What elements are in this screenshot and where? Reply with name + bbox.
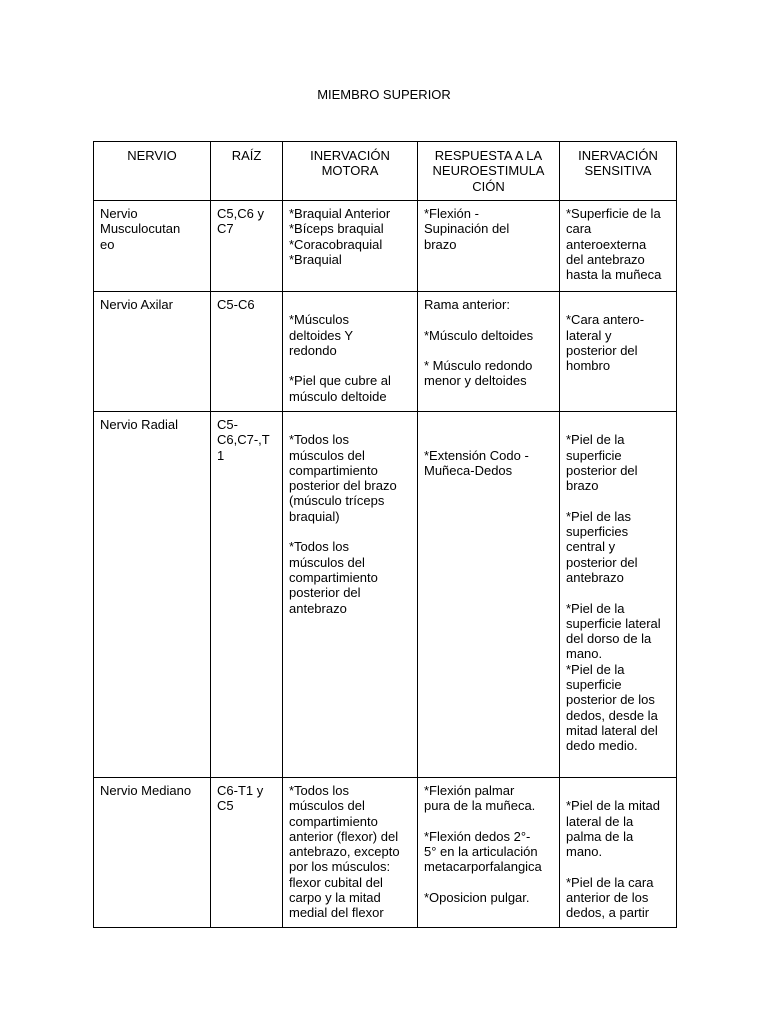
header-respuesta-neuroestimulacion: RESPUESTA A LA NEUROESTIMULA CIÓN bbox=[418, 142, 560, 201]
cell-respuesta: *Flexión palmar pura de la muñeca. *Flexión dedos 2°- 5° en la articulación metacarporfalangica *Oposicion pulgar. bbox=[418, 778, 560, 928]
cell-sensitiva: *Superficie de la cara anteroexterna del antebrazo hasta la muñeca bbox=[560, 201, 677, 292]
cell-nervio: Nervio Radial bbox=[94, 412, 211, 778]
table-row bbox=[94, 292, 677, 412]
cell-raiz: C6-T1 y C5 bbox=[211, 778, 283, 928]
cell-nervio: Nervio Musculocutan eo bbox=[94, 201, 211, 292]
cell-nervio: Nervio Axilar bbox=[94, 292, 211, 412]
table-header-row bbox=[94, 142, 677, 201]
header-raiz: RAÍZ bbox=[211, 142, 283, 201]
page-title: MIEMBRO SUPERIOR bbox=[317, 87, 451, 102]
cell-motora: *Braquial Anterior *Bíceps braquial *Coracobraquial *Braquial bbox=[283, 201, 418, 292]
cell-sensitiva: *Piel de la superficie posterior del brazo *Piel de las superficies central y posterior del antebrazo *Piel de la superficie lateral del dorso de la mano. *Piel de la superficie posterior de los dedos, desde la mitad lateral del dedo medio. bbox=[560, 412, 677, 778]
cell-nervio: Nervio Mediano bbox=[94, 778, 211, 928]
header-inervacion-sensitiva: INERVACIÓN SENSITIVA bbox=[560, 142, 677, 201]
cell-sensitiva: *Piel de la mitad lateral de la palma de la mano. *Piel de la cara anterior de los dedos, a partir bbox=[560, 778, 677, 928]
cell-raiz: C5-C6 bbox=[211, 292, 283, 412]
table-row bbox=[94, 412, 677, 778]
cell-motora: *Todos los músculos del compartimiento anterior (flexor) del antebrazo, excepto por los músculos: flexor cubital del carpo y la mitad medial del flexor bbox=[283, 778, 418, 928]
cell-motora: *Músculos deltoides Y redondo *Piel que cubre al músculo deltoide bbox=[283, 292, 418, 412]
cell-respuesta: *Flexión - Supinación del brazo bbox=[418, 201, 560, 292]
cell-respuesta: *Extensión Codo - Muñeca-Dedos bbox=[418, 412, 560, 778]
table-row bbox=[94, 778, 677, 928]
cell-respuesta: Rama anterior: *Músculo deltoides * Músculo redondo menor y deltoides bbox=[418, 292, 560, 412]
nerve-table bbox=[93, 141, 677, 928]
cell-sensitiva: *Cara antero- lateral y posterior del hombro bbox=[560, 292, 677, 412]
table-row bbox=[94, 201, 677, 292]
header-inervacion-motora: INERVACIÓN MOTORA bbox=[283, 142, 418, 201]
cell-raiz: C5- C6,C7-,T 1 bbox=[211, 412, 283, 778]
header-nervio: NERVIO bbox=[94, 142, 211, 201]
cell-raiz: C5,C6 y C7 bbox=[211, 201, 283, 292]
cell-motora: *Todos los músculos del compartimiento posterior del brazo (músculo tríceps braquial) *Todos los músculos del compartimiento posterior del antebrazo bbox=[283, 412, 418, 778]
